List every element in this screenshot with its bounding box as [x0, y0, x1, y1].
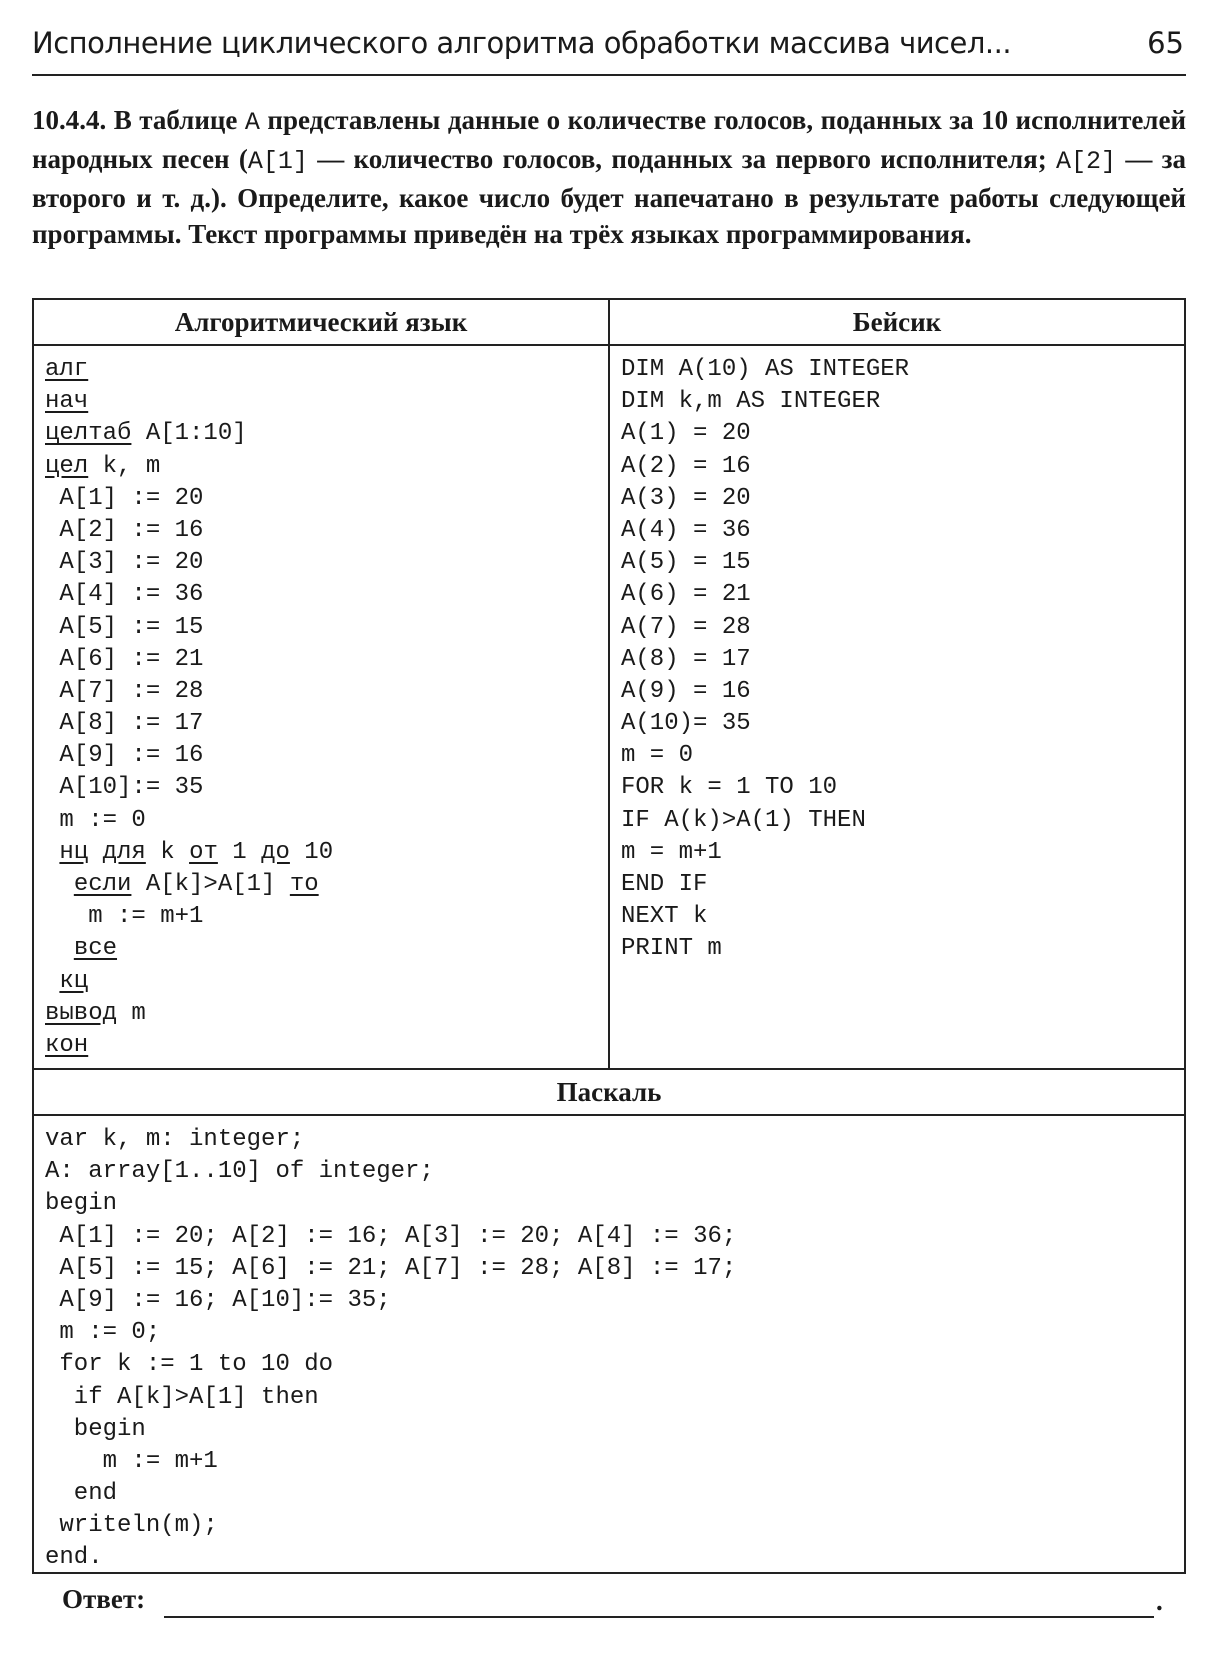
running-title: Исполнение циклического алгоритма обработки массива чисел... — [32, 26, 1012, 60]
code-text: A[7] := 28 — [45, 677, 204, 705]
code-line — [45, 869, 608, 901]
keyword: от — [189, 838, 218, 866]
page-number: 65 — [1147, 26, 1184, 60]
code-line: A(1) = 20 — [621, 420, 751, 448]
keyword: до — [261, 838, 290, 866]
code-text: A[6] := 21 — [45, 645, 204, 673]
code-text: A[4] := 36 — [45, 581, 204, 609]
code-text — [45, 968, 59, 995]
answer-field — [62, 1584, 1162, 1624]
code-line: m = 0 — [621, 742, 694, 770]
code-line: A(9) = 16 — [621, 677, 751, 705]
task-number: 10.4.4. — [32, 105, 107, 135]
code-text: 10 — [289, 838, 334, 866]
code-line — [45, 966, 608, 998]
answer-label: Ответ: — [62, 1584, 146, 1614]
keyword: цел — [45, 452, 89, 480]
code-text: A[8] := 17 — [45, 710, 204, 738]
keyword: вывод — [45, 999, 118, 1027]
code-text: k, m — [88, 452, 161, 480]
code-line — [45, 483, 608, 515]
code-line: A(5) = 15 — [621, 549, 751, 577]
keyword: алг — [45, 356, 89, 383]
table-header-row — [34, 300, 1184, 346]
code-line — [45, 354, 608, 386]
inline-code: A[1] — [247, 147, 308, 176]
code-line: A(4) = 36 — [621, 516, 751, 544]
code-line: A[5] := 15; A[6] := 21; A[7] := 28; A[8] := 17; — [45, 1254, 737, 1282]
algo-code-block — [34, 346, 608, 1068]
code-text: A[9] := 16 — [45, 742, 204, 770]
keyword: нач — [45, 388, 89, 416]
task-text-part: В таблице — [106, 105, 245, 135]
code-line: A(8) = 17 — [621, 645, 751, 673]
keyword: кц — [59, 967, 89, 995]
code-text — [45, 871, 74, 898]
code-text: A[1] := 20 — [45, 484, 204, 512]
program-table — [32, 298, 1186, 1574]
code-line — [45, 772, 608, 804]
header-algo-language: Алгоритмический язык — [174, 307, 468, 337]
code-text: A[10]:= 35 — [45, 774, 204, 802]
code-line — [45, 386, 608, 418]
keyword: целтаб — [45, 420, 132, 448]
code-text: A[3] := 20 — [45, 549, 204, 577]
code-line: DIM k,m AS INTEGER — [621, 388, 881, 416]
code-line: end. — [45, 1544, 103, 1572]
code-line: IF A(k)>A(1) THEN — [621, 806, 866, 834]
keyword: то — [289, 871, 319, 898]
code-line — [45, 612, 608, 644]
code-text: k — [145, 838, 190, 866]
code-line: END IF — [621, 871, 708, 898]
code-line — [45, 515, 608, 547]
code-text: A[k]>A[1] — [131, 871, 290, 898]
page-header — [32, 22, 1186, 76]
code-line: A(6) = 21 — [621, 581, 751, 609]
code-line — [45, 451, 608, 483]
code-line: A[1] := 20; A[2] := 16; A[3] := 20; A[4] := 36; — [45, 1222, 737, 1250]
code-line: m = m+1 — [621, 838, 722, 866]
code-line — [45, 644, 608, 676]
code-text: A[1:10] — [131, 420, 247, 448]
basic-code-block — [608, 346, 1184, 1068]
pascal-code-block — [34, 1116, 1184, 1572]
code-line: begin — [45, 1190, 118, 1218]
code-line — [45, 837, 608, 869]
keyword: если — [73, 871, 132, 898]
task-statement — [32, 102, 1186, 252]
code-line — [45, 998, 608, 1030]
code-line: m := 0; — [45, 1319, 161, 1347]
code-line: var k, m: integer; — [45, 1126, 305, 1153]
code-line: m := m+1 — [45, 1447, 218, 1475]
code-text: m := 0 — [45, 806, 146, 834]
task-text-part: представлены данные о количестве голосов, поданных за 10 исполнителей народных песен ( — [32, 105, 1186, 174]
code-line: DIM A(10) AS INTEGER — [621, 356, 910, 383]
code-text: 1 — [217, 838, 262, 866]
keyword: нц — [59, 838, 89, 866]
code-line — [45, 740, 608, 772]
answer-blank-line[interactable] — [164, 1616, 1154, 1618]
code-line — [45, 901, 608, 933]
code-line: writeln(m); — [45, 1512, 218, 1540]
code-line — [45, 676, 608, 708]
code-line: A: array[1..10] of integer; — [45, 1158, 434, 1186]
answer-period: . — [1156, 1586, 1163, 1616]
code-text — [45, 839, 59, 866]
inline-code: A — [244, 108, 260, 137]
inline-code: A[2] — [1056, 147, 1117, 176]
code-line: A(10)= 35 — [621, 710, 751, 738]
code-text — [88, 839, 102, 866]
code-line — [45, 547, 608, 579]
code-line: end — [45, 1480, 118, 1508]
keyword: для — [102, 838, 146, 866]
code-line: FOR k = 1 TO 10 — [621, 774, 838, 802]
keyword: все — [73, 935, 118, 963]
code-line: NEXT k — [621, 903, 708, 931]
code-line: A(3) = 20 — [621, 484, 751, 512]
code-text: A[5] := 15 — [45, 613, 204, 641]
code-line: PRINT m — [621, 935, 722, 963]
code-line: A(2) = 16 — [621, 452, 751, 480]
code-line — [45, 933, 608, 965]
task-text-part: — за второго и т. д.). Определите, какое число будет напечатано в результате работы следующей программы. Текст программы приведён на трёх языках программирования. — [32, 144, 1186, 249]
code-line — [45, 805, 608, 837]
code-line — [45, 1030, 608, 1062]
code-line: for k := 1 to 10 do — [45, 1351, 334, 1379]
code-line — [45, 418, 608, 450]
code-text: m := m+1 — [45, 903, 204, 931]
header-pascal: Паскаль — [34, 1070, 1184, 1116]
code-text: m — [117, 999, 146, 1027]
code-line: if A[k]>A[1] then — [45, 1383, 319, 1411]
code-line: begin — [45, 1415, 146, 1443]
task-text-part: — количество голосов, поданных за первого исполнителя; — [307, 144, 1057, 174]
code-line: A(7) = 28 — [621, 613, 751, 641]
code-line: A[9] := 16; A[10]:= 35; — [45, 1286, 391, 1314]
code-line — [45, 579, 608, 611]
code-line — [45, 708, 608, 740]
header-basic: Бейсик — [608, 300, 1184, 344]
code-text — [45, 935, 74, 962]
table-code-row — [34, 346, 1184, 1070]
code-text: A[2] := 16 — [45, 516, 204, 544]
keyword: кон — [45, 1031, 89, 1059]
